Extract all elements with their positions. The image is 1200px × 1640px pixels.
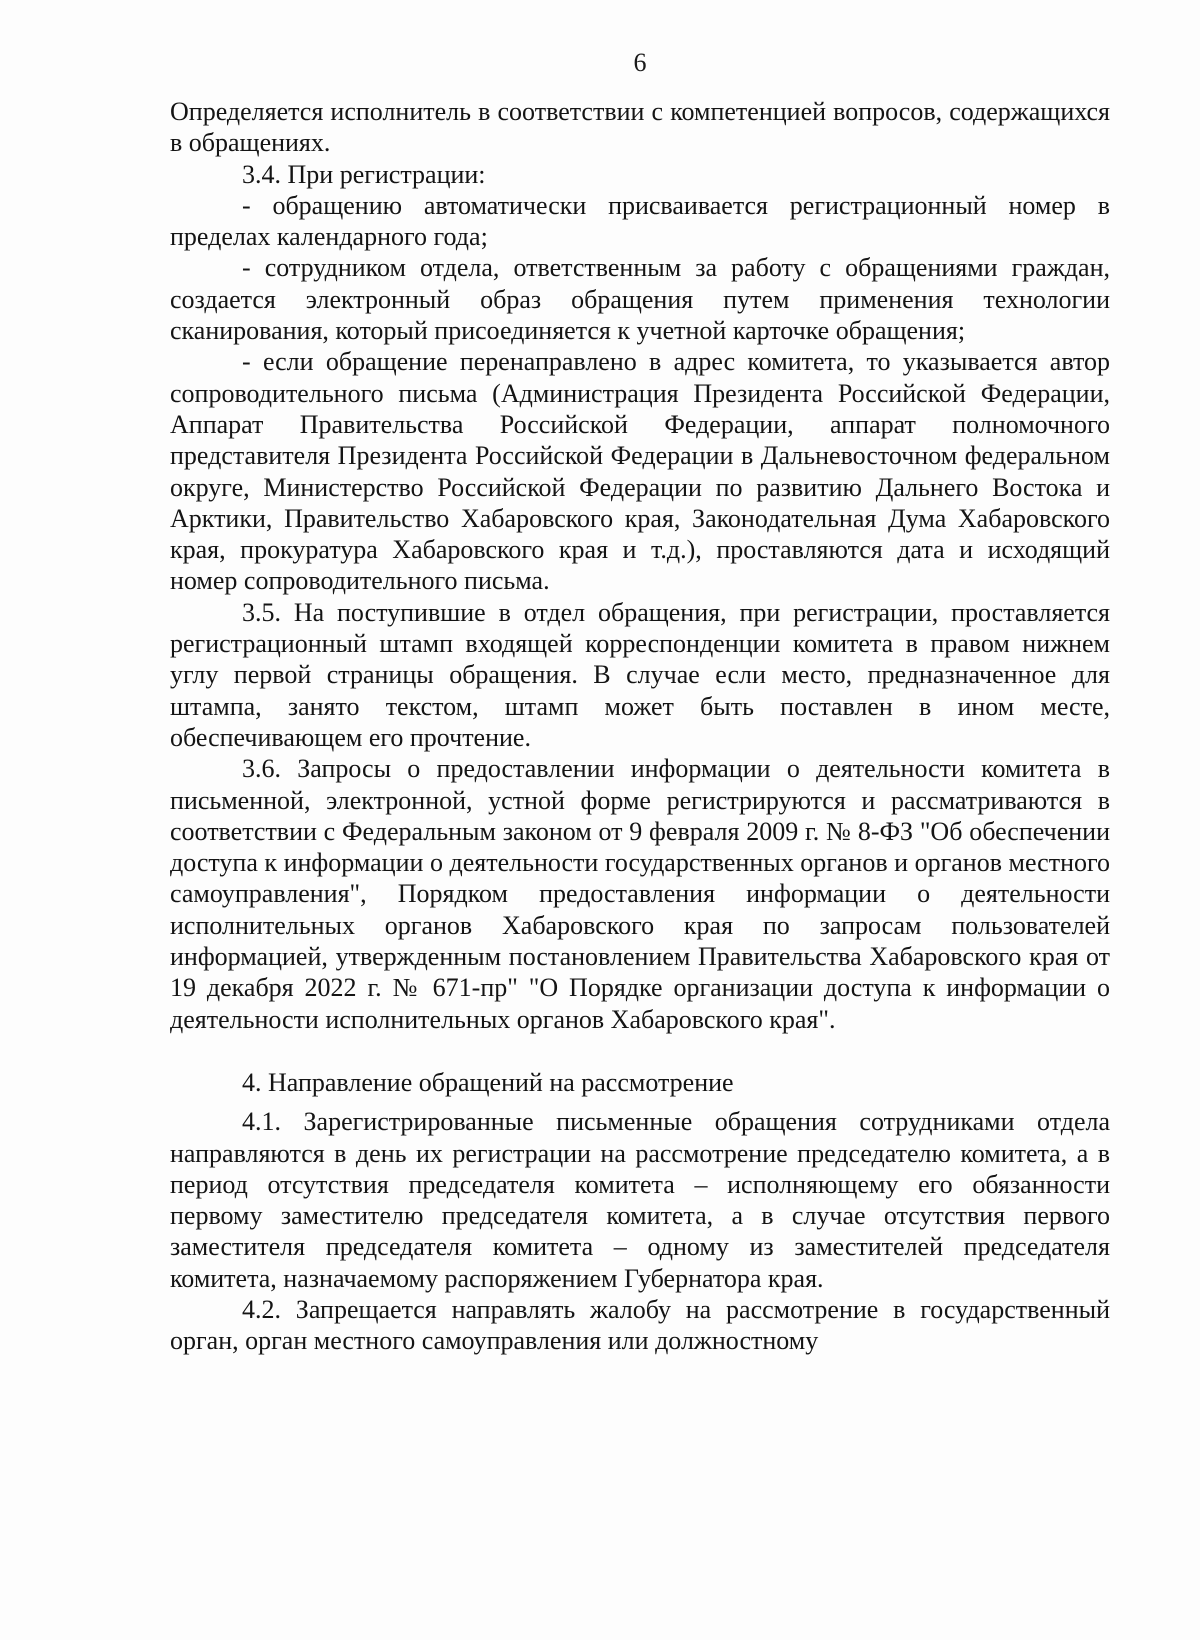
page-number: 6 (633, 48, 647, 77)
paragraph-3-6: 3.6. Запросы о предоставлении информации о деятельности комитета в письменной, электронной, устной форме регистрируются и рассматриваются в соответствии с Федеральным законом от 9 февраля 2009 г. № 8-ФЗ "Об обеспечении доступа к информации о деятельности государственных органов и органов местного самоуправления", Порядком предоставления информации о деятельности исполнительных органов Хабаровского края по запросам пользователей информацией, утвержденным постановлением Правительства Хабаровского края от 19 декабря 2022 г. № 671-пр" "О Порядке организации доступа к информации о деятельности исполнительных органов Хабаровского края". (170, 754, 1110, 1034)
paragraph-intro: Определяется исполнитель в соответствии с компетенцией вопросов, содержащихся в обращениях. (170, 97, 1110, 158)
paragraph-3-4-item-1: - обращению автоматически присваивается регистрационный номер в пределах календарного года; (170, 190, 1110, 252)
paragraph-3-4-item-3: - если обращение перенаправлено в адрес комитета, то указывается автор сопроводительного письма (Администрация Президента Российской Федерации, Аппарат Правительства Российской Федерации, аппарат полномочного представителя Президента Российской Федерации в Дальневосточном федеральном округе, Министерство Российской Федерации по развитию Дальнего Востока и Арктики, Правительство Хабаровского края, Законодательная Дума Хабаровского края, прокуратура Хабаровского края и т.д.), проставляются дата и исходящий номер сопроводительного письма. (170, 347, 1110, 596)
paragraph-3-4: 3.4. При регистрации: (242, 159, 486, 189)
paragraph-3-5: 3.5. На поступившие в отдел обращения, при регистрации, проставляется регистрационный штамп входящей корреспонденции комитета в правом нижнем углу первой страницы обращения. В случае если место, предназначенное для штампа, занято текстом, штамп может быть поставлен в ином месте, обеспечивающем его прочтение. (170, 597, 1110, 752)
document-body (170, 96, 1110, 1357)
section-heading-4: 4. Направление обращений на рассмотрение (242, 1067, 734, 1097)
paragraph-4-2: 4.2. Запрещается направлять жалобу на рассмотрение в государственный орган, орган местного самоуправления или должностному (170, 1294, 1110, 1356)
paragraph-4-1: 4.1. Зарегистрированные письменные обращения сотрудниками отдела направляются в день их регистрации на рассмотрение председателю комитета, а в период отсутствия председателя комитета – исполняющему его обязанности первому заместителю председателя комитета, а в случае отсутствия первого заместителя председателя комитета – одному из заместителей председателя комитета, назначаемому распоряжением Губернатора края. (170, 1107, 1110, 1293)
paragraph-3-4-item-2: - сотрудником отдела, ответственным за работу с обращениями граждан, создается электронный образ обращения путем применения технологии сканирования, который присоединяется к учетной карточке обращения; (170, 253, 1110, 346)
